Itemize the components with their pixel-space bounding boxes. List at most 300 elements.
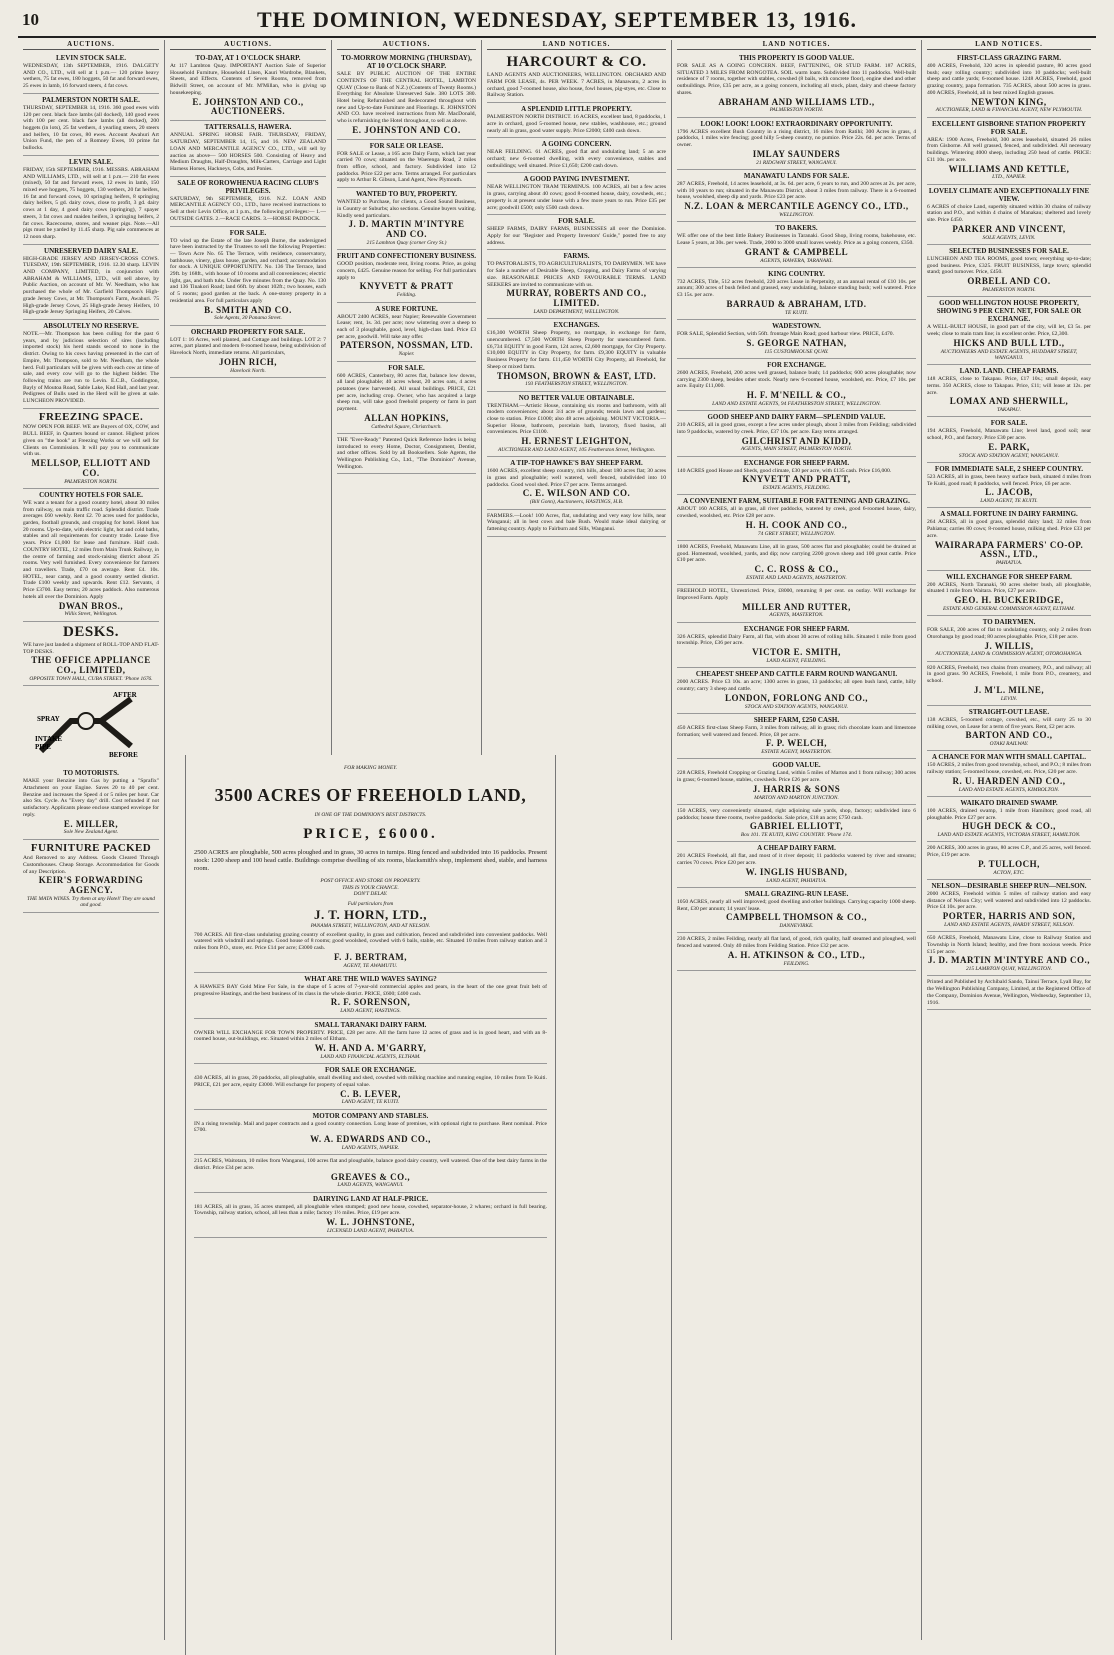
ad-heading: SELECTED BUSINESSES FOR SALE. [949,246,1069,255]
ad-heading: A SMALL FORTUNE IN DAIRY FARMING. [940,510,1078,519]
feature-ad-block [185,755,556,1655]
ad-body: TO wind up the Estate of the late Joseph Burne, the undersigned have been instructed by the Trustees to sell the following Properties:— Town Acre No. 65 The Terrace, with residence, conservatory, bathhouse, vinery, glass house, garden, and orchard; accommodation for stock. A UNIQUE OPPORTUNITY. No. 136 The Terrace, land 29ft. by 168ft., with house of 10 rooms and all conveniences; electric light, gas, and bath tubs. Under five minutes from the Quay. No. 130 and 136 Tinakori Road; land 66ft. by about 102ft.; two houses, each of 5 rooms; good garden at the back. A one-storey property in a residential area. For full particulars apply [170,237,326,304]
ad-advertiser: J. M'L. MILNE, [973,684,1045,695]
ad-advertiser: WILLIAMS AND KETTLE, [948,163,1070,174]
ad-advertiser: PORTER, HARRIS AND SON, [942,911,1076,922]
ad-body: FOR SALE, Splendid Section, with 56ft. frontage Main Road; good harbour view. PRICE, £470. [677,331,894,337]
ad-heading: DAIRYING LAND AT HALF-PRICE. [312,1194,428,1203]
column-ad [677,320,916,359]
ad-address: Willis Street, Wellington. [64,611,118,618]
sprafix-illustration [23,691,159,766]
ad-advertiser: HICKS AND BULL LTD., [953,337,1065,348]
ad-heading: A TIP-TOP HAWKE'S BAY SHEEP FARM. [510,459,643,468]
ad-address: Napier. [398,351,415,358]
ad-address: WELLINGTON. [779,211,814,218]
ad-advertiser: E. MILLER, [63,818,119,829]
ad-body: 1050 ACRES, nearly all well improved; good dwelling and other buildings. Carrying capacity 1000 sheep. Rent, £30 per annum; 14 years' lease. [677,898,916,912]
feature-ad [194,1110,547,1156]
ad-address: ESTATE AND GENERAL COMMISSION AGENT, ELTHAM. [942,605,1075,612]
column-ad [677,495,916,541]
column-ad [927,616,1091,662]
ad-body: 1600 ACRES, excellent sheep country, rich hills, about 180 acres flat; 30 acres in grass and ploughable; well watered, well fenced, subdivided into 10 paddocks. Good wool shed. Price £7 per acre. Terms arranged. [487,468,666,488]
ad-heading: FOR SALE OR EXCHANGE. [324,1066,416,1075]
column-ad [677,268,916,320]
ad-address: LAND AND ESTATE AGENTS, 94 FEATHERSTON STREET, WELLINGTON. [712,400,881,407]
ad-body: WE want a tenant for a good country hotel, about 30 miles from railway, on main traffic road. Splendid district. Trade averages £60 weekly. Rent £2. 70 acres used for paddocks, garden, football grounds, and cropping for hotel. Hotel has 20 rooms. Up-to-date, with electric light, hot and cold baths, stables and all requirements for country trade. Lease five years. Price £1,000 for lease and furniture. Half cash. COUNTRY HOTEL, 12 miles from Main Trunk Railway, in the centre of farming and stock-raising district about 25 rooms. Very well furnished. Every convenience for farmers and travellers. Trade, £70 on average. Rent £4. 10s. HOTEL, near camp, and a good country settled district. Trade £100 weekly and upwards. Rent £12. Servants, 4 Price £3700. Easy terms; 20 acres paddock. Also numerous hotels all over the Dominion. Apply [23,499,159,600]
ad-advertiser: P. TULLOCH, [978,858,1040,869]
ad-body: FOR SALE or Lease, a 165 acre Dairy Farm, which last year carried 70 cows; situated on the Waerenga Road, 2 miles from office, school, and factory. Subdivided into 12 paddocks. Price £22 per acre. Terms arranged. For particulars apply to Arthur R. Gibson, Land Agent, New Plymouth. [337,150,476,184]
column-ad [677,170,916,222]
ad-heading: TO-DAY, AT 1 O'CLOCK SHARP. [195,54,301,62]
ad-advertiser: BARTON AND CO., [965,730,1053,741]
ad-heading: EXCHANGES. [553,321,600,330]
ad-body: FRIDAY, 15th SEPTEMBER, 1916. MESSRS. ABRAHAM AND WILLIAMS, LTD., will sell at 1 p.m.— 210 fat ewes (mixed), 50 fat and forward ewes, 12 ewes in lamb, 150 mixed ewe hoggets, 75 hoggets, 130 wethers, 20 fat heifers, 16 fat and forward cows, 10 springing heifers, 8 springing dairy heifers, 5 gd. dairy cows, close to profit, 3 gd. dairy cows at 1 day, 4 good dairy cows (springing), 7 spayer steers, 3 fat cows and maiden heifers, 3 springing heifers, 2 fat cows. Racecourse, stores, and weaner pigs. Note.—All pigs must be yarded by 11.45 sharp. Pig sale commences at 12 noon sharp. [23,166,159,240]
column-header: AUCTIONS. [170,40,326,50]
column-ad [677,222,916,268]
ad-advertiser: ORBELL AND CO. [967,276,1051,287]
ad-body: 600 ACRES, Canterbury, 80 acres flat, balance low downs, all land ploughable; 40 acres wheat, 20 acres oats, 4 acres potatoes (new harvested). All usual buildings. PRICE, £21 per acre, including crop. Owner, who has acquired a large sheep run, will take good freehold property or farm in part payment. [337,372,476,413]
ad-body: 230 ACRES, 2 miles Feilding, nearly all flat land, of good, rich quality, half steamed and ploughed, well fenced and watered. Only 40 miles from Feilding Station. Price £32 per acre. [677,936,916,950]
ad-body: 200 ACRES, North Taranaki, 90 acres shelter bush, all ploughable, situated 1 mile from Waitara. Price, £27 per acre. [927,581,1091,595]
ad-heading: ABSOLUTELY NO RESERVE. [43,321,139,330]
ad-body: THE "Ever-Ready" Patented Quick Reference Index is being introduced to every Home, Doctor, Consignment, Dentist, and other offices. Sold by all Booksellers. Sole Agents, the Wellington Publishing Co., Ltd., "The Dominion" Avenue, Wellington. [337,436,476,470]
ad-heading: SMALL GRAZING-RUN LEASE. [744,889,849,898]
column-ad [927,662,1091,706]
ad-heading: WANTED TO BUY, PROPERTY. [355,190,458,199]
ad-address: (Bill Gonn), Auctioneers, HASTINGS, H.B. [529,499,624,506]
ad-body: NOW OPEN FOR BEEF. WE are Buyers of OX, COW, and BULL BEEF, in Quarters bound or cannot. Highest prices given on "the hook" at Freezing Works or we will sell for Clients on Commission. It will pay you to communicate with us. [23,424,159,458]
ad-advertiser: E. JOHNSTON AND CO. [352,124,461,135]
ad-address: 215 Lambton Quay (corner Grey St.) [366,240,447,247]
ad-address: LTD., NAPIER. [992,174,1026,181]
ad-body: LUNCHEON AND TEA ROOMS, good town; everything up-to-date; good business. Price, £325. FRUIT BUSINESS, large town; splendid stand; good turnover. Price, £450. [927,256,1091,276]
column-ad [23,320,159,409]
ad-address: AGENTS, MAIN STREET, PALMERSTON NORTH. [740,446,853,453]
ad-body: 140 ACRES good House and Sheds, good climate, £30 per acre, with £135 cash. Price £16,000. [677,467,892,474]
ad-body: £16,300 WORTH Sheep Property, no mortgage, in exchange for farm, unencumbered. £7,500 WORTH Sheep Property for unencumbered farm. £6,734 EQUITY in good Farm, 124 acres, £2,600 mortgage, for City Property. £10,000 EQUITY in City Property, for farm. £9,300 EQUITY in valuable Business Property for farm. £11,450 WORTH City Property, all Freehold, for Sheep or mixed farm. [487,330,666,370]
ad-advertiser: B. SMITH AND CO. [204,304,292,315]
ad-advertiser: IMLAY SAUNDERS [752,148,841,159]
ad-address: LAND DEPARTMENT, WELLINGTON. [533,309,620,316]
ad-address: LEVIN. [1000,695,1018,702]
feature-price: PRICE, £6000. [303,826,438,843]
ad-heading: FOR SALE. [229,228,267,237]
ad-address: SOLE AGENTS, LEVIN. [982,234,1036,241]
column-ad [927,297,1091,365]
ad-advertiser: KEIR'S FORWARDING AGENCY. [38,875,144,896]
column-6 [922,40,1096,1640]
ad-address: LAND AND ESTATE AGENTS, KIMBOLTON. [958,786,1060,793]
ad-body: ABOUT 2400 ACRES, near Napier; Renewable Government Lease; rent, 1s. 3d. per acre; now wintering over a sheep to each of 3 ploughable, good, level, high-class land. Price £3 per acre, goodwill. Will take any offer. [337,313,476,340]
ad-body: ANNUAL SPRING HORSE FAIR. THURSDAY, FRIDAY, SATURDAY, SEPTEMBER 14, 15, and 16. NEW ZEALAND LOAN AND MERCANTILE AGENCY CO., LTD., will sell by auction as above— 500 HORSES 500. Consisting of Heavy and Medium Draughts, Half-Draughts, Milk-Carters, Carriage and Light Harness Horses, Hackneys, Cobs, and Ponies. [170,132,326,172]
column-ad [927,463,1091,509]
ad-body: TRENTHAM.—Artistic House, containing six rooms and bathroom, with all modern conveniences; about 3/4 acre of grounds; tennis lawn and gardens; close to station. Price £1000; also 48 acres adjoining. MOUNT VICTORIA.—Superior House, bathroom, porcelain bath, lavatory, fixed basins, all conveniences. Price £1100. [487,402,666,436]
ad-body: 430 ACRES, all in grass, 20 paddocks, all ploughable, small dwelling and shed, cowshed with milking machine and running engine, 10 miles from Te Kuiti. PRICE, £21 per acre, equity £3000. Will exchange for property of equal value. [194,1075,547,1088]
column-ad [23,686,159,839]
ad-advertiser: CAMPBELL THOMSON & CO., [725,912,868,923]
ad-address: ESTATE AGENT, MASTERTON. [761,749,832,756]
ad-heading: UNRESERVED DAIRY SALE. [44,246,138,255]
ad-address: THE MATA WINES. Try them at any Hotel! They are sound and good. [26,896,155,909]
ad-body: 326 ACRES, splendid Dairy Farm, all flat, with about 30 acres of rolling hills. Situated 1 mile from good township. Price, £36 per acre. [677,633,916,647]
ad-body: 732 ACRES, Title, 512 acres freehold, 220 acres Lease in Perpetuity, at an annual rental of £10 10s. per annum; 300 acres of bush felled and grassed, easy undulating, balance standing bush; well watered. Price £3 15s. per acre. [677,278,916,299]
ad-address: AGENTS, MASTERTON. [769,612,824,619]
ad-body: TO PASTORALISTS, TO AGRICULTURALISTS, TO DAIRYMEN. WE have for Sale a number of Desirable Sheep, Cropping, and Dairy Farms of varying size. REASONABLE PRICES AND FAVOURABLE TERMS. LAND SEEKERS are invited to communicate with us. [487,261,666,288]
ad-address: Cathedral Square, Christchurch. [371,423,442,430]
ad-body: 820 ACRES, Freehold, two chains from creamery, P.O., and railway; all in good grass. 90 ACRES, Freehold, 1 mile from P.O., creamery, and school. [927,664,1091,685]
ad-advertiser: A. H. ATKINSON & CO., LTD., [727,949,866,960]
ad-heading: HARCOURT & CO. [506,54,647,70]
newspaper-title: THE DOMINION, WEDNESDAY, SEPTEMBER 13, 1916. [256,7,857,32]
ad-body: IN a rising township. Mail and paper contracts and a good country connection. Long lease of premises, with optional right to purchase. Rent nominal. Price £700. [194,1120,547,1134]
column-ad [487,457,666,509]
column-ad [677,457,916,496]
ad-body: FREEHOLD HOTEL, Unrestricted. Price, £8000, returning 8 per cent. on outlay. Will exchange for Improved Farm. Apply [677,588,916,601]
ad-address: TAKAPAU. [997,407,1021,414]
column-header: LAND NOTICES. [487,40,666,50]
column-ad [677,623,916,669]
column-header: AUCTIONS. [337,40,476,50]
column-ad [487,392,666,458]
ad-address: ACTON, ETC. [993,869,1025,876]
ad-address: STOCK AND STATION AGENTS, WANGANUI. [744,703,849,710]
ad-address: LAND AND FINANCIAL AGENTS, ELTHAM. [320,1053,421,1060]
column-5 [672,40,922,1640]
column-ad [927,118,1091,185]
column-ad [927,797,1091,843]
ad-heading: FOR EXCHANGE. [767,360,826,369]
ad-body: 6 ACRES of choice Land, superbly situated within 30 chains of railway station and P.O., and within 4 chains of Manakau; sheltered and lovely site. Price £450. [927,203,1091,224]
ad-address: LAND AGENT, TE KUITI. [980,498,1038,505]
column-ad [337,140,476,189]
feature-intro: FOR MAKING MONEY. [344,765,397,771]
ad-body: WANTED to Purchase, for clients, a Good Sound Business, in Country or Suburbs; also sections. Genuine buyers waiting. Kindly send particulars. [337,199,476,219]
column-ad [927,706,1091,752]
ad-body: FARMERS.—Look! 100 Acres, flat, undulating and very easy low hills, near Wanganui; all in best cows and bale Bush. Would make ideal dairying or fattening country. Apply to Fairburn and Sills, Wanganui. [487,512,666,532]
ad-heading: CHEAPEST SHEEP AND CATTLE FARM ROUND WANGANUI. [695,670,898,679]
ad-body: 148 ACRES, close to Takapau. Price, £17 10s.; small deposit, easy terms. 350 ACRES, close to Takapau. Price, £11; will lease at 12s. per acre. [927,376,1091,396]
ad-heading: A SPLENDID LITTLE PROPERTY. [521,105,632,114]
ad-address: TE KUITI. [784,309,809,316]
ad-body: HIGH-GRADE JERSEY AND JERSEY-CROSS COWS. TUESDAY, 19th SEPTEMBER, 1916. 12.30 sharp. LEVIN AND COMPANY, LIMITED, in conjunction with ABRAHAM & WILLIAMS, LTD., will sell above, by Public Auction, on account of Mr. W. Needham, who has purchased the whole of Mr. Garfield Thompson's High-grade Jersey Cows, at Mr. Thompson's Farm, Awahuri. 75 High-grade Jersey Cows, 25 High-grade Jersey Heifers, 10 High-grade Jersey Springing Heifers, 20 Calves. [23,255,159,316]
column-ad [23,622,159,687]
ad-advertiser: F. P. WELCH, [766,738,827,749]
column-ad [677,842,916,888]
ad-body: 264 ACRES, all in good grass, splendid dairy land; 32 miles from Pahiatua; carries 80 cows; 8-roomed house, milking shed. Price £33 per acre. [927,519,1091,539]
ad-advertiser: GRANT & CAMPBELL [744,246,849,257]
ad-body: 210 ACRES, all in good grass, except a few acres under plough, about 3 miles from Feilding; subdivided into 9 paddocks, watered by creek. Price, £37 10s. per acre. Easy terms arranged. [677,422,916,435]
ad-body: WEDNESDAY, 13th SEPTEMBER, 1916. DALGETY AND CO., LTD., will sell at 1 p.m.— 120 prime heavy wethers, 75 fat ewes, 180 hoggets, 50 fat and forward ewes, 25 ewes in lamb, 16 forward steers, 4 fat cows. [23,63,159,90]
ad-advertiser: J. HARRIS & SONS [752,783,841,794]
ad-advertiser: W. H. AND A. M'GARRY, [314,1042,427,1053]
ad-advertiser: DWAN BROS., [58,600,124,611]
column-ad [927,417,1091,463]
ad-body: 138 ACRES, 5-roomed cottage, cowshed, etc., will carry 25 to 30 milking cows, on Lease for a term of five years. Rent, £2 per acre. [927,716,1091,730]
ad-advertiser: GREAVES & CO., [330,1171,411,1182]
ad-heading: WILL EXCHANGE FOR SHEEP FARM. [946,572,1072,581]
ad-address: 74 GREY STREET, WELLINGTON. [757,530,836,537]
ad-body: 181 ACRES, all in grass, 35 acres stumped, all ploughable when stumped; good new house, cowshed, separator-house, 2 whares; orchard in full bearing. Township, railway station, school, all less than a mile; factory 1½ miles. Price, £19 per acre. [194,1203,547,1217]
column-ad [677,52,916,118]
column-header: LAND NOTICES. [927,40,1091,50]
ad-heading: FOR SALE. [558,217,595,226]
column-1 [18,40,165,1640]
ad-advertiser: ABRAHAM AND WILLIAMS LTD., [718,96,875,107]
column-ad [927,52,1091,118]
ad-body: 228 ACRES, Freehold Cropping or Grazing Land, within 5 miles of Marton and 1 from railway; 300 acres in grass; 6-roomed house, stables, cowsheds. Price £26 per acre. [677,770,916,784]
ad-heading: TATTERSALLS, HAWERA. [204,123,292,132]
ad-address: LAND AGENT, FEILDING. [766,658,827,665]
ad-address: PALMERSTON NORTH. [769,107,824,114]
ad-heading: THIS PROPERTY IS GOOD VALUE. [739,54,854,62]
column-ad [487,215,666,250]
sprafix-label-after: AFTER [113,691,137,700]
sprafix-label-before: BEFORE [109,751,138,760]
ad-address: Sole Agents, 30 Panama Street. [214,315,282,322]
ad-advertiser: GABRIEL ELLIOTT, [749,821,844,832]
ad-heading: A GOOD PAYING INVESTMENT. [523,175,630,184]
ad-advertiser: THE OFFICE APPLIANCE CO., LIMITED, [31,655,151,676]
ad-advertiser: MURRAY, ROBERTS AND CO., LIMITED. [506,288,647,309]
ad-body: 1800 ACRES, Freehold, Manawatu Line, all in grass, 500 acres flat and ploughable; could be drained at good. Homestead, woolshed, yards, and dip; now carrying 2200 grown sheep and 100 great cattle. Price £10 per acre. [677,543,916,564]
ad-heading: PALMERSTON NORTH SALE. [42,95,140,104]
ad-advertiser: E. PARK, [988,441,1030,452]
ad-address: STOCK AND STATION AGENT, WANGANUI. [958,452,1060,459]
ad-heading: WAIKATO DRAINED SWAMP. [960,798,1058,807]
column-ad [23,489,159,622]
ad-advertiser: J. WILLIS, [984,640,1034,651]
ad-body: A HAWKE'S BAY Gold Mine For Sale, in the shape of 5 acres of 7-year-old commercial apples and pears, in the heart of the one great fruit belt of progressive Hastings, and the best business of its class in the whole district. PRICE, £600; £400 cash. [194,984,547,997]
sprafix-label-pipe: PIPE [35,743,51,752]
column-ad [677,714,916,760]
ad-advertiser: MILLER AND RUTTER, [742,601,851,612]
column-ad [337,434,476,475]
ad-body: LAND AGENTS AND AUCTIONEERS, WELLINGTON. ORCHARD AND FARM FOR LEASE, 4s. PER WEEK. 7 ACRES, in Manawatu, 2 acres in orchard, good 7-roomed house, also house, fowl houses, pig-styes, etc. Close to Railway Station. [487,72,666,99]
ad-address: Sole New Zealand Agent. [63,829,119,836]
ad-body: 1796 ACRES excellent Bush Country in a rising district, 16 miles from Ratihi; 300 Acres in grass, 4 paddocks, 1 miles wire fencing; good hilly 5-sheep country, no pumice. Price 22s. 6d. per acre. Terms of owner. [677,128,916,149]
ad-advertiser: H. H. COOK AND CO., [745,519,848,530]
ad-address: AUCTIONEER, LAND & COMMISSION AGENT, OTOROHANGA. [935,651,1083,658]
ad-advertiser: H. ERNEST LEIGHTON, [521,436,632,447]
sprafix-pipe-icon [31,691,151,761]
column-ad [677,411,916,457]
ad-body: 150 ACRES, 2 miles from good township, school, and P.O.; 8 miles from railway station; 5-roomed house, cowshed, etc. Price, £20 per acre. [927,762,1091,776]
ad-heading: KING COUNTRY. [768,269,825,278]
feature-ads [194,929,547,1238]
page-number: 10 [22,10,39,29]
ad-address: ESTATE AGENTS, FEILDING. [762,485,831,492]
ad-heading: NELSON—DESIRABLE SHEEP RUN—NELSON. [931,881,1087,890]
feature-ad [194,1019,547,1065]
ad-heading: LOVELY CLIMATE AND EXCEPTIONALLY FINE VIEW. [928,186,1090,203]
ad-address: LAND AND ESTATE AGENTS, VICTORIA STREET, HAMILTON. [937,832,1081,839]
ad-address: PALMERSTON NORTH. [64,478,118,485]
ad-address: 21 RIDGWAY STREET, WANGANUI. [756,159,837,166]
ad-address: LAND AGENTS, WANGANUI. [337,1182,404,1189]
ad-advertiser: R. U. HARDEN AND CO., [952,775,1066,786]
column-ad [487,510,666,537]
ad-advertiser: H. F. M'NEILL & CO., [746,389,847,400]
ad-body: WE have just landed a shipment of ROLL-TOP AND FLAT-TOP DESKS. [23,641,159,655]
ad-body: 650 ACRES, Freehold, Manawatu Line, close to Railway Station and Township in North Island; healthy, and free from noxious weeds. Price £15 per acre. [927,935,1091,955]
column-ad [927,571,1091,617]
ad-body: 194 ACRES, Freehold, Manawatu Line; level land, good soil; near school, P.O., and factory. Price £30 per acre. [927,428,1091,442]
feature-tagline-2: THIS IS YOUR CHANCE. [342,884,399,891]
ad-advertiser: NEWTON KING, [971,96,1047,107]
ad-body: MAKE your Benzine into Gas by putting a "Sprafix" Attachment on your Engine. Saves 20 to 40 per cent. Benzine and increases the Speed 4 or 5 miles per hour. Car also Sts. Cycle. As "Every day" drill. Cost refunded if not satisfactory. Applicants please enclose stamped envelope for reply. [23,778,159,818]
column-ad [23,245,159,320]
ad-advertiser: R. F. SORENSON, [330,997,411,1008]
feature-ad [194,973,547,1019]
ad-address: LAND AGENT, HASTINGS. [340,1008,401,1015]
ad-heading: LOOK! LOOK! LOOK! EXTRAORDINARY OPPORTUNITY. [700,119,893,128]
column-ad [23,94,159,156]
column-ad [170,52,326,121]
column-ad [337,188,476,250]
ad-heading: A SURE FORTUNE. [375,304,438,313]
ad-heading: FRUIT AND CONFECTIONERY BUSINESS. [337,252,477,261]
column-ad [23,52,159,94]
ad-advertiser: ALLAN HOPKINS, [364,412,449,423]
ad-advertiser: W. INGLIS HUSBAND, [745,866,848,877]
column-ad [337,303,476,362]
column-ad [927,751,1091,797]
column-header: AUCTIONS. [23,40,159,50]
column-ad [487,319,666,391]
ad-body: 523 ACRES, all in grass, been heavy surface bush, situated 4 miles from Te Kuiti, good road; 8 paddocks, well fenced. Price, £6 per acre. [927,473,1091,487]
ad-address: LAND AND ESTATE AGENTS, HARDY STREET, NELSON. [944,922,1074,929]
ad-address: Feilding. [396,292,417,299]
sprafix-label-spray: SPRAY [37,715,60,724]
ad-heading: EXCHANGE FOR SHEEP FARM. [743,624,850,633]
ad-address: 115 CUSTOMHOUSE QUAY. [764,348,829,355]
column-ad [677,118,916,170]
ad-body: SATURDAY, 9th SEPTEMBER, 1916. N.Z. LOAN AND MERCANTILE AGENCY CO., LTD., have received instructions to Sell at their Levin Office, at 1 p.m., the following privileges:— 1.—OUTSIDE GATES. 2.—RACE CARDS. 3.—HORSE PADDOCK. [170,195,326,222]
ad-body: THURSDAY, SEPTEMBER 14, 1916. 360 good ewes with 120 per cent. black face lambs (all docked), 140 good ewes with 100 per cent. black face lambs (all docked), 200 hoggets (in lots), 25 fat wethers, 4 yearling steers, 20 steers and heifers, 10 fat cows, 80 ewes. Account Awahuri Art Union Fund, the pen of a Romney Ewes, 10 prime fat bullocks. [23,104,159,152]
ad-heading: TO BAKERS. [775,224,818,233]
ad-heading: FOR SALE OR LEASE. [369,141,444,150]
ad-advertiser: C. B. LEVER, [340,1088,401,1099]
column-ad [677,359,916,411]
ad-heading: LEVIN SALE. [69,157,113,166]
column-ad [677,541,916,585]
ad-body: NEAR FEILDING. 61 ACRES, good flat and undulating land; 5 an acre orchard; new 6-roomed dwelling, with every convenience, stables and outbuildings; well situated. Price £1,650; £200 cash down. [487,149,666,169]
column-ad [170,326,326,378]
ad-advertiser: W. A. EDWARDS AND CO., [310,1134,431,1145]
ad-heading: FOR SALE. [990,419,1028,428]
ad-advertiser: W. L. JOHNSTONE, [326,1217,415,1228]
ad-body: And Removed to any Address. Goods Cleared Through Customhouses. Cheap Storage. Accommodation for Goods of any Description. [23,855,159,875]
ad-body: 2000 ACRES. Price £3 10s. an acre; 1300 acres in grass, 13 paddocks; all open bush land, cattle, hilly country; carry 3 sheep and cattle. [677,679,916,692]
ad-advertiser: KNYVETT & PRATT [359,281,454,292]
column-ad [487,52,666,103]
ad-body: At 117 Lambton Quay. IMPORTANT Auction Sale of Superior Household Furniture, Household Linen, Kauri Wardrobe, Blankets, Sheets, and Effects. Contents of Seven Rooms, removed from Bidwill Street, on account of Mr. M'Millan, who is giving up housekeeping. [170,63,326,96]
ad-advertiser: J. D. MARTIN M'INTYRE AND CO. [348,219,465,240]
ad-heading: GOOD WELLINGTON HOUSE PROPERTY, SHOWING 9 PER CENT. NET, FOR SALE OR EXCHANGE. [936,299,1082,324]
ad-address: FEILDING. [783,960,810,967]
ad-advertiser: BARRAUD & ABRAHAM, LTD. [726,298,867,309]
feature-address: PANAMA STREET, WELLINGTON, AND AT NELSON. [310,922,431,929]
ad-heading: SHEEP FARM, £250 CASH. [753,715,840,724]
column-ad [677,585,916,623]
ad-address: OTAKI RAILWAY. [989,741,1029,748]
ad-body: PALMERSTON NORTH DISTRICT. 16 ACRES, excellent land, 8 paddocks, 1 acre in orchard, good 5-roomed house, new stables, washhouse, etc.; ground nearly all in grass, good water supply. Price £2000; £400 cash down. [487,114,666,134]
ad-body: 700 ACRES. All first-class undulating grazing country of excellent quality, in grass and cultivation, fenced and subdivided into convenient paddocks. Well watered with windmill and springs. Good house of 8 rooms; good woolshed, cowshed with 6 bails, stable, etc. Situated 10 miles from railway station and 3 miles from P.O., store, etc. Price £14 per acre; £3000 cash. [194,931,547,952]
column-ad [927,880,1091,932]
ad-advertiser: E. JOHNSTON AND CO., AUCTIONEERS. [192,96,304,117]
column-ad [487,173,666,215]
column-ad [927,508,1091,570]
ad-address: AUCTIONEER, LAND & FINANCIAL AGENT, NEW PLYMOUTH. [935,107,1083,114]
ad-body: OWNER WILL EXCHANGE FOR TOWN PROPERTY. PRICE, £28 per acre. All the farm have 12 acres of grass and is in good heart, and with an 8-roomed house, out-buildings, etc. Situated within 2 miles of Eltham. [194,1029,547,1043]
feature-headline: 3500 ACRES OF FREEHOLD LAND, [214,785,527,806]
ad-advertiser: PATERSON, NOSSMAN, LTD. [339,340,474,351]
feature-ad [194,1193,547,1239]
ad-address: AGENT, TE AWAMUTU. [343,962,398,969]
feature-ad [194,1064,547,1110]
ad-body: LOT 1: 16 Acres, well planted, and Cottage and buildings. LOT 2: 7 acres, part planted and modern 8-roomed house, being subdivision of Havelock North, immediate returns. All particulars, [170,336,326,357]
column-ad [927,245,1091,297]
ad-heading: STRAIGHT-OUT LEASE. [968,707,1050,716]
ad-address: MARTON AND MARTON JUNCTION. [754,794,839,801]
column-ad [337,250,476,302]
column-ad [23,156,159,245]
ad-address: OPPOSITE TOWN HALL, CUBA STREET. 'Phone 1676. [29,676,153,683]
ad-heading: FOR IMMEDIATE SALE, 2 SHEEP COUNTRY. [934,464,1084,473]
ad-body: 287 ACRES, Freehold, 14 acres leasehold, at 3s. 6d. per acre, 6 years to run, and 200 acres at 2s. per acre, with 10 years to run; situated in the Manawatu District, about 3 miles from railway. There is a 6-roomed house, woolshed, sheep dip and yards. Price £23 per acre. [677,180,916,201]
ad-body: GOOD position, moderate rent, living rooms. Price, as going concern, £425. Genuine reason for selling. For full particulars apply to [337,261,476,281]
ad-address: LICENSED LAND AGENT, PAHIATUA. [326,1228,415,1235]
masthead [18,6,1096,38]
feature-advertiser: J. T. HORN, LTD., [313,907,427,923]
column-ad [337,52,476,140]
ad-body: Printed and Published by Archibald Sando, Tainui Terrace, Lyall Bay, for the Wellington Publishing Company, Limited, at the Registered Office of the Company, Dominion Avenue, Wellington, Wednesday, September 13, 1916. [927,979,1091,1006]
ad-advertiser: S. GEORGE NATHAN, [746,337,847,348]
column-ad [487,250,666,319]
column-ad [337,362,476,434]
column-ad [677,805,916,843]
feature-tagline-1: POST OFFICE AND STORE ON PROPERTY. [320,878,421,885]
feature-contact-label: Full particulars from [347,901,394,908]
ad-heading: FURNITURE PACKED [30,841,152,854]
ad-heading: WADESTOWN. [772,321,821,330]
feature-subhead: IN ONE OF THE DOMINION'S BEST DISTRICTS. [314,812,427,819]
ad-heading: ORCHARD PROPERTY FOR SALE. [190,327,306,336]
ad-heading: TO DAIRYMEN. [982,618,1036,627]
column-ad [487,138,666,173]
ad-heading: MANAWATU LANDS FOR SALE. [743,171,850,180]
ad-heading: GOOD VALUE. [772,761,821,770]
ad-body: SHEEP FARMS, DAIRY FARMS, BUSINESSES all over the Dominion. Apply for our "Register and Property Investors' Guide," posted free to any address. [487,226,666,246]
ad-body: 215 ACRES, Waitotara, 10 miles from Wanganui, 100 acres flat and ploughable, balance good dairy country, well watered. One of the best dairy farms in the district. Price £34 per acre. [194,1158,547,1171]
ad-advertiser: KNYVETT AND PRATT, [742,474,851,485]
ad-address: ESTATE AND LAND AGENTS, MASTERTON. [746,574,847,581]
column-ad [927,365,1091,417]
column-ad [487,103,666,138]
ad-address: 215 LAMBTON QUAY, WELLINGTON. [965,966,1053,973]
ad-heading: FIRST-CLASS GRAZING FARM. [956,54,1062,62]
ad-body: 400 ACRES, Freehold, 320 acres in splendid pasture, 80 acres good bush; easy rolling country; subdivided into 10 paddocks; well-built sheep and cattle yards; 6-roomed house. 1248 ACRES, Freehold, good grazing country, papa formation. 735 ACRES, about 500 acres in grass. 400 ACRES, Freehold, all in best mixed English grasses. [927,63,1091,96]
ad-advertiser: LONDON, FORLONG AND CO., [724,692,868,703]
ad-heading: LEVIN STOCK SALE. [55,54,127,62]
ad-heading: COUNTRY HOTELS FOR SALE. [39,490,143,499]
ad-heading: MOTOR COMPANY AND STABLES. [312,1111,429,1120]
ad-body: 2600 ACRES, Freehold, 200 acres well grassed, balance bush; 14 paddocks; 600 acres ploughable; now carrying 2300 sheep, besides other stock. Nearly new 6-roomed house, woolshed, etc. Price, £7 10s. per acre. Equity £11,000. [677,369,916,390]
ad-heading: EXCELLENT GISBORNE STATION PROPERTY FOR SALE. [932,119,1086,136]
ad-body: AREA: 1900 Acres, Freehold, 300 acres leasehold, situated 26 miles from Gisborne. All well grassed, fenced, and subdivided. All necessary buildings. Wintering 4000 sheep, including 250 head of cattle. PRICE: £11 10s. per acre. [927,136,1091,163]
ad-body: ABOUT 160 ACRES, all in grass, all river paddocks, watered by creek, good 6-roomed house, dairy, cowshed, woolshed, etc. Price £28 per acre. [677,506,916,520]
ad-advertiser: N.Z. LOAN & MERCANTILE AGENCY CO., LTD., [684,201,909,212]
